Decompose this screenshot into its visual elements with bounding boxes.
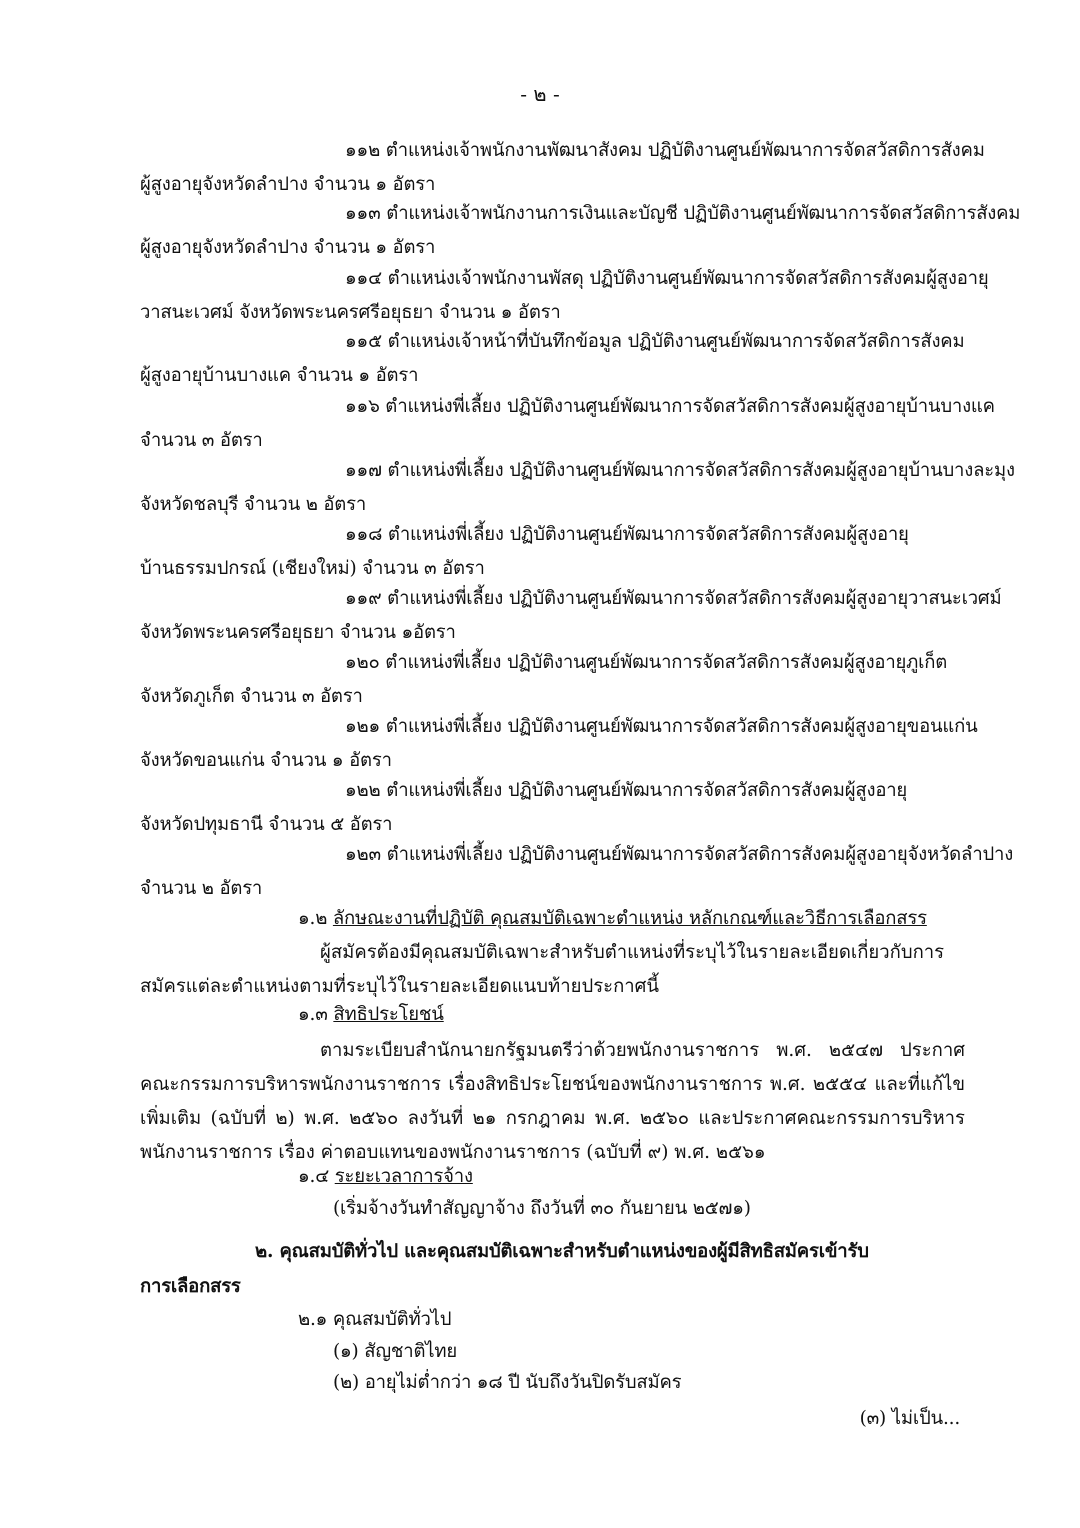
item-119-line1: ๑๑๙ ตำแหน่งพี่เลี้ยง ปฏิบัติงานศูนย์พัฒนาการจัดสวัสดิการสังคมผู้สูงอายุวาสนะเวศม์: [345, 588, 1002, 609]
item-113-line1: ๑๑๓ ตำแหน่งเจ้าพนักงานการเงินและบัญชี ปฏิบัติงานศูนย์พัฒนาการจัดสวัสดิการสังคม: [345, 203, 1021, 224]
section-1-2-paragraph: ผู้สมัครต้องมีคุณสมบัติเฉพาะสำหรับตำแหน่งที่ระบุไว้ในรายละเอียดเกี่ยวกับการสมัครแต่ละตำแหน่งตามที่ระบุไว้ในรายละเอียดแนบท้ายประกาศนี้: [140, 942, 945, 997]
section-1-3-number: ๑.๓: [298, 1004, 328, 1025]
item-117-line1: ๑๑๗ ตำแหน่งพี่เลี้ยง ปฏิบัติงานศูนย์พัฒนาการจัดสวัสดิการสังคมผู้สูงอายุบ้านบางละมุง: [345, 460, 1015, 481]
item-114-line1: ๑๑๔ ตำแหน่งเจ้าพนักงานพัสดุ ปฏิบัติงานศูนย์พัฒนาการจัดสวัสดิการสังคมผู้สูงอายุ: [345, 268, 989, 289]
item-117-line2: จังหวัดชลบุรี จำนวน ๒ อัตรา: [140, 494, 367, 515]
item-112-line2: ผู้สูงอายุจังหวัดลำปาง จำนวน ๑ อัตรา: [140, 174, 436, 195]
item-119-line2: จังหวัดพระนครศรีอยุธยา จำนวน ๑อัตรา: [140, 622, 456, 643]
section-1-4-heading: [298, 1166, 473, 1188]
section-1-4-number: ๑.๔: [298, 1166, 330, 1187]
item-114-line2: วาสนะเวศม์ จังหวัดพระนครศรีอยุธยา จำนวน ๑ อัตรา: [140, 302, 561, 323]
section-2-heading-line2: การเลือกสรร: [140, 1276, 241, 1297]
item-122-line1: ๑๒๒ ตำแหน่งพี่เลี้ยง ปฏิบัติงานศูนย์พัฒนาการจัดสวัสดิการสังคมผู้สูงอายุ: [345, 780, 908, 801]
section-1-2-heading: [298, 908, 927, 930]
section-2-heading-line1: ๒. คุณสมบัติทั่วไป และคุณสมบัติเฉพาะสำหรับตำแหน่งของผู้มีสิทธิสมัครเข้ารับ: [255, 1241, 869, 1262]
section-2-1-heading: ๒.๑ คุณสมบัติทั่วไป: [298, 1309, 452, 1330]
section-1-4-title: ระยะเวลาการจ้าง: [334, 1166, 473, 1187]
item-113-line2: ผู้สูงอายุจังหวัดลำปาง จำนวน ๑ อัตรา: [140, 237, 436, 258]
qualification-2: (๒) อายุไม่ต่ำกว่า ๑๘ ปี นับถึงวันปิดรับสมัคร: [333, 1372, 682, 1393]
section-1-3-paragraph: ตามระเบียบสำนักนายกรัฐมนตรีว่าด้วยพนักงานราชการ พ.ศ. ๒๕๔๗ ประกาศ คณะกรรมการบริหารพนักงานราชการ เรื่องสิทธิประโยชน์ของพนักงานราชการ พ.ศ. ๒๕๕๔ และที่แก้ไขเพิ่มเติม (ฉบับที่ ๒) พ.ศ. ๒๕๖๐ ลงวันที่ ๒๑ กรกฎาคม พ.ศ. ๒๕๖๐ และประกาศคณะกรรมการบริหารพนักงานราชการ เรื่อง ค่าตอบแทนของพนักงานราชการ (ฉบับที่ ๙) พ.ศ. ๒๕๖๑: [140, 1040, 965, 1163]
item-115-line2: ผู้สูงอายุบ้านบางแค จำนวน ๑ อัตรา: [140, 365, 419, 386]
item-115-line1: ๑๑๕ ตำแหน่งเจ้าหน้าที่บันทึกข้อมูล ปฏิบัติงานศูนย์พัฒนาการจัดสวัสดิการสังคม: [345, 331, 965, 352]
item-116-line2: จำนวน ๓ อัตรา: [140, 430, 263, 451]
item-122-line2: จังหวัดปทุมธานี จำนวน ๕ อัตรา: [140, 814, 393, 835]
section-1-4-period: (เริ่มจ้างวันทำสัญญาจ้าง ถึงวันที่ ๓๐ กันยายน ๒๕๗๑): [333, 1198, 751, 1219]
section-1-2-title: ลักษณะงานที่ปฏิบัติ คุณสมบัติเฉพาะตำแหน่ง หลักเกณฑ์และวิธีการเลือกสรร: [332, 908, 927, 929]
item-118-line2: บ้านธรรมปกรณ์ (เชียงใหม่) จำนวน ๓ อัตรา: [140, 558, 485, 579]
item-121-line2: จังหวัดขอนแก่น จำนวน ๑ อัตรา: [140, 750, 392, 771]
item-120-line2: จังหวัดภูเก็ต จำนวน ๓ อัตรา: [140, 686, 363, 707]
section-1-2-number: ๑.๒: [298, 908, 328, 929]
item-123-line1: ๑๒๓ ตำแหน่งพี่เลี้ยง ปฏิบัติงานศูนย์พัฒนาการจัดสวัสดิการสังคมผู้สูงอายุจังหวัดลำปาง: [345, 844, 1014, 865]
section-1-3-heading: [298, 1004, 444, 1026]
item-112-line1: ๑๑๒ ตำแหน่งเจ้าพนักงานพัฒนาสังคม ปฏิบัติงานศูนย์พัฒนาการจัดสวัสดิการสังคม: [345, 140, 985, 161]
item-120-line1: ๑๒๐ ตำแหน่งพี่เลี้ยง ปฏิบัติงานศูนย์พัฒนาการจัดสวัสดิการสังคมผู้สูงอายุภูเก็ต: [345, 652, 948, 673]
item-116-line1: ๑๑๖ ตำแหน่งพี่เลี้ยง ปฏิบัติงานศูนย์พัฒนาการจัดสวัสดิการสังคมผู้สูงอายุบ้านบางแค: [345, 396, 995, 417]
item-123-line2: จำนวน ๒ อัตรา: [140, 878, 263, 899]
item-118-line1: ๑๑๘ ตำแหน่งพี่เลี้ยง ปฏิบัติงานศูนย์พัฒนาการจัดสวัสดิการสังคมผู้สูงอายุ: [345, 524, 909, 545]
item-121-line1: ๑๒๑ ตำแหน่งพี่เลี้ยง ปฏิบัติงานศูนย์พัฒนาการจัดสวัสดิการสังคมผู้สูงอายุขอนแก่น: [345, 716, 978, 737]
qualification-1: (๑) สัญชาติไทย: [333, 1341, 458, 1362]
continuation-marker: (๓) ไม่เป็น...: [859, 1408, 960, 1429]
section-1-3-title: สิทธิประโยชน์: [333, 1004, 444, 1025]
page-number: - ๒ -: [520, 82, 560, 106]
